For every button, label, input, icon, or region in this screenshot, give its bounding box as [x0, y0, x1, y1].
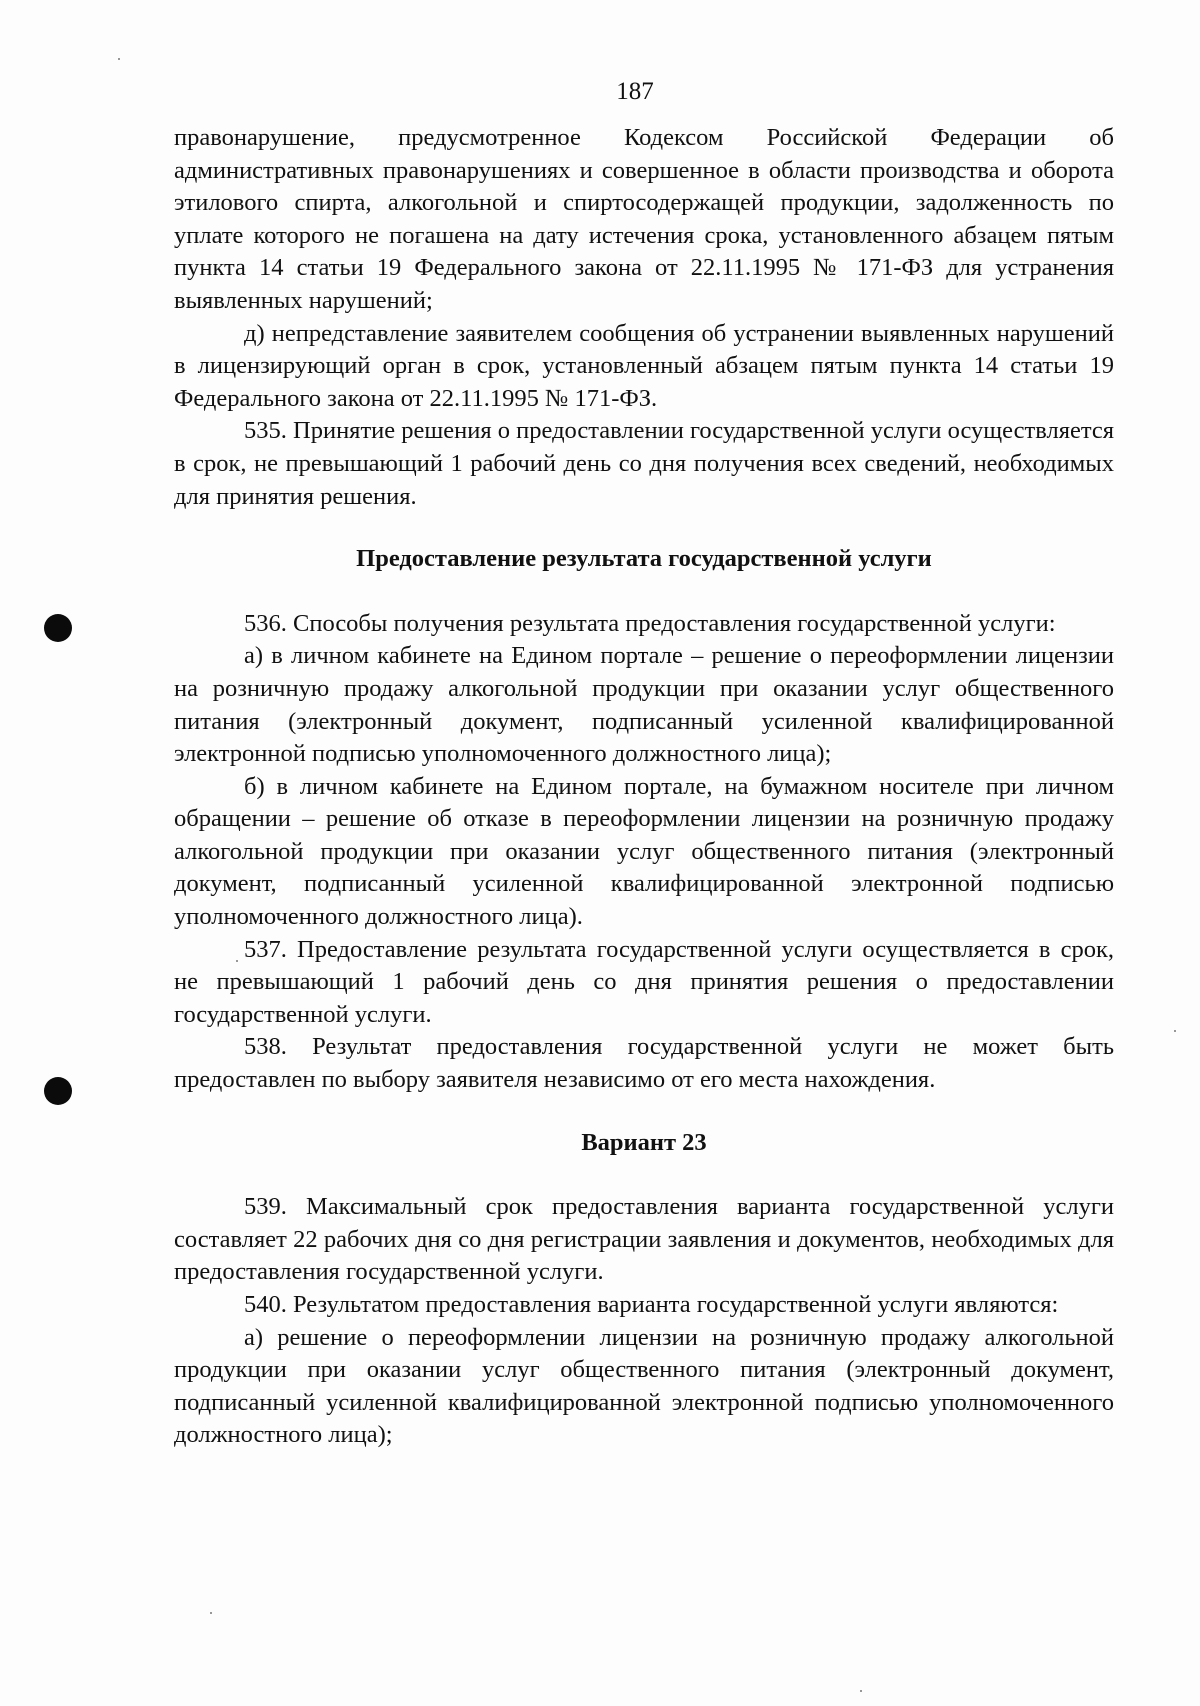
paragraph-item-d: д) непредставление заявителем сообщения об устранении выявленных нарушений в лицензирующий орган в срок, установленный абзацем пятым пункта 14 статьи 19 Федерального закона от 22.11.1995 № 171-ФЗ.	[174, 319, 1114, 412]
paragraph-539: 539. Максимальный срок предоставления варианта государственной услуги составляет 22 рабочих дня со дня регистрации заявления и документов, необходимых для предоставления государственной услуги.	[174, 1193, 1114, 1286]
paragraph-540-a: а) решение о переоформлении лицензии на розничную продажу алкогольной продукции при оказании услуг общественного питания (электронный документ, подписанный усиленной квалифицированной электронной подписью уполномоченного должностного лица);	[174, 1323, 1114, 1449]
page-number: 187	[616, 78, 654, 105]
scan-speck	[1174, 1030, 1176, 1032]
scan-speck	[118, 58, 120, 60]
paragraph-540: 540. Результатом предоставления варианта государственной услуги являются:	[244, 1291, 1059, 1318]
paragraph-continuation: правонарушение, предусмотренное Кодексом Российской Федерации об административных правонарушениях и совершенное в области производства и оборота этилового спирта, алкогольной и спиртосодержащей продукции, задолженность по уплате которого не погашена на дату истечения срока, установленного абзацем пятым пункта 14 статьи 19 Федерального закона от 22.11.1995 № 171-ФЗ для устранения выявленных нарушений;	[174, 124, 1114, 314]
binder-hole-mark	[44, 1077, 72, 1105]
paragraph-535: 535. Принятие решения о предоставлении государственной услуги осуществляется в срок, не превышающий 1 рабочий день со дня получения всех сведений, необходимых для принятия решения.	[174, 417, 1114, 510]
section-heading-result: Предоставление результата государственной услуги	[356, 545, 932, 573]
paragraph-538: 538. Результат предоставления государственной услуги не может быть предоставлен по выбору заявителя независимо от его места нахождения.	[174, 1033, 1114, 1094]
document-body	[174, 122, 1114, 1452]
paragraph-536-b: б) в личном кабинете на Едином портале, на бумажном носителе при личном обращении – решение об отказе в переоформлении лицензии на розничную продажу алкогольной продукции при оказании услуг общественного питания (электронный документ, подписанный усиленной квалифицированной электронной подписью уполномоченного должностного лица).	[174, 772, 1114, 931]
section-heading-variant-23: Вариант 23	[581, 1128, 707, 1156]
paragraph-536: 536. Способы получения результата предоставления государственной услуги:	[244, 609, 1056, 637]
scan-speck	[860, 1690, 862, 1692]
scan-speck	[210, 1612, 212, 1614]
paragraph-537: 537. Предоставление результата государственной услуги осуществляется в срок, не превышающий 1 рабочий день со дня принятия решения о предоставлении государственной услуги.	[174, 935, 1114, 1028]
paragraph-536-a: а) в личном кабинете на Едином портале – решение о переоформлении лицензии на розничную продажу алкогольной продукции при оказании услуг общественного питания (электронный документ, подписанный усиленной квалифицированной электронной подписью уполномоченного должностного лица);	[174, 642, 1114, 768]
binder-hole-mark	[44, 614, 72, 642]
